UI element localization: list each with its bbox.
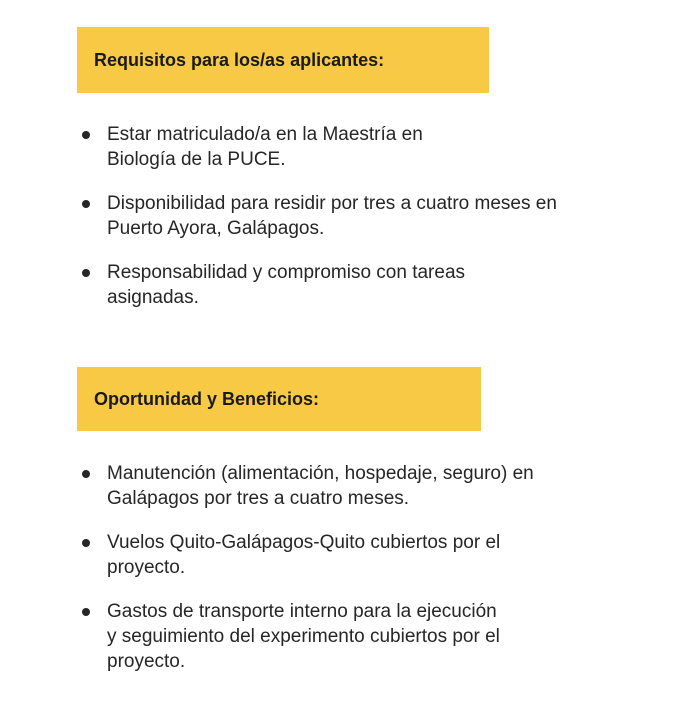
list-item-line: proyecto. xyxy=(107,651,186,672)
list-item-line: Estar matriculado/a en la Maestría en xyxy=(107,124,423,145)
list-item xyxy=(82,260,557,310)
list-item xyxy=(82,530,534,580)
list-item-line: Manutención (alimentación, hospedaje, seguro) en xyxy=(107,463,534,484)
list-item xyxy=(82,122,557,172)
list-item-line: Puerto Ayora, Galápagos. xyxy=(107,218,325,239)
requirements-list xyxy=(82,122,557,329)
list-item xyxy=(82,599,534,674)
benefits-list xyxy=(82,461,534,693)
list-item-line: y seguimiento del experimento cubiertos por el xyxy=(107,626,500,647)
section-title: Requisitos para los/as aplicantes: xyxy=(94,49,385,70)
list-item-line: Biología de la PUCE. xyxy=(107,149,286,170)
bullet-icon xyxy=(82,200,90,208)
list-item-line: Galápagos por tres a cuatro meses. xyxy=(107,488,410,509)
section-header-requisitos xyxy=(77,27,489,93)
list-item xyxy=(82,461,534,511)
section-title: Oportunidad y Beneficios: xyxy=(94,388,320,409)
list-item xyxy=(82,191,557,241)
list-item-line: proyecto. xyxy=(107,557,186,578)
list-item-line: Gastos de transporte interno para la ejecución xyxy=(107,601,497,622)
list-item-line: Responsabilidad y compromiso con tareas xyxy=(107,262,466,283)
list-item-line: Vuelos Quito-Galápagos-Quito cubiertos por el xyxy=(107,532,501,553)
list-item-line: Disponibilidad para residir por tres a cuatro meses en xyxy=(107,193,557,214)
bullet-icon xyxy=(82,608,90,616)
bullet-icon xyxy=(82,131,90,139)
bullet-icon xyxy=(82,269,90,277)
list-item-line: asignadas. xyxy=(107,287,199,308)
bullet-icon xyxy=(82,470,90,478)
section-header-oportunidad xyxy=(77,367,481,431)
bullet-icon xyxy=(82,539,90,547)
